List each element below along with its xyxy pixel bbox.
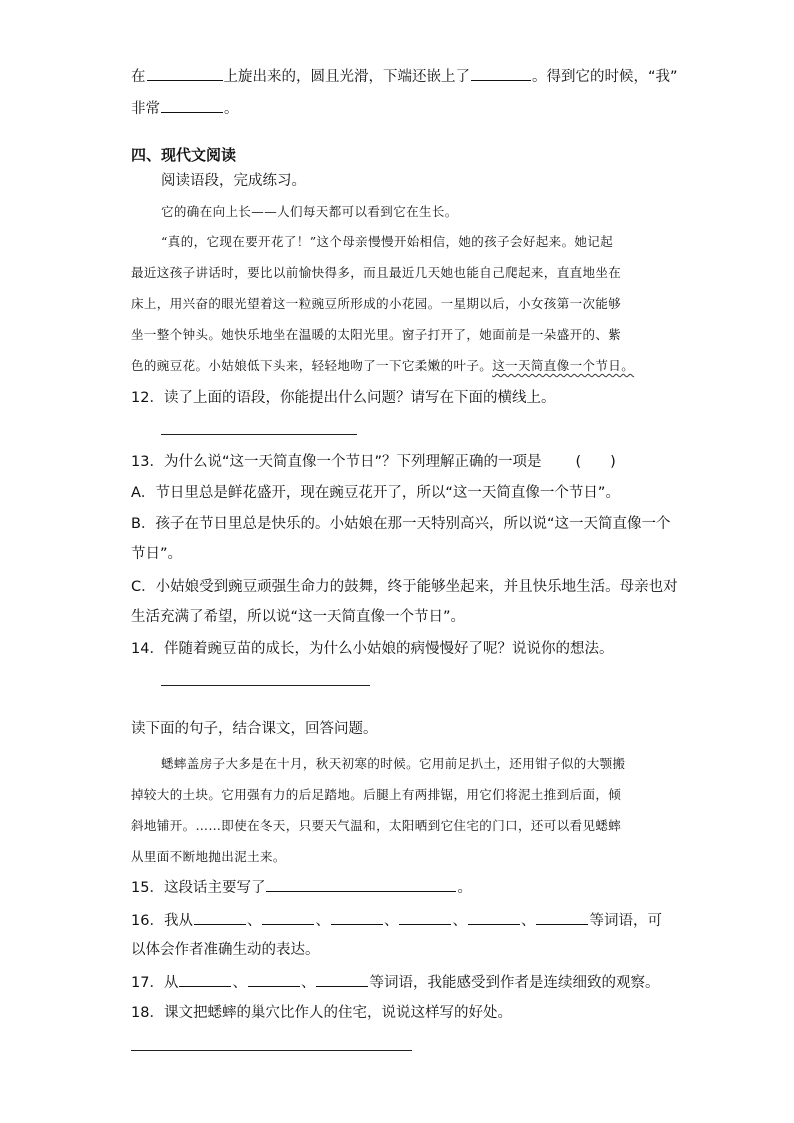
text-segment: 色的豌豆花。小姑娘低下头来，轻轻地吻了一下它柔嫩的叶子。 bbox=[131, 358, 493, 373]
passage2-line: 掉较大的土块。它用强有力的后足踏地。后腿上有两排锯，用它们将泥土推到后面，倾 bbox=[131, 787, 622, 802]
passage2-line: 斜地铺开。……即使在冬天，只要天气温和，太阳晒到它住宅的门口，还可以看见蟋蟀 bbox=[131, 818, 622, 833]
answer-parentheses[interactable]: ( ) bbox=[575, 454, 616, 470]
text-segment: 。得到它的时候，“我” bbox=[532, 69, 678, 85]
text-segment: 。 bbox=[457, 880, 472, 896]
question-18: 18．课文把蟋蟀的巢穴比作人的住宅，说说这样写的好处。 bbox=[131, 1005, 512, 1021]
option-a[interactable]: A．节日里总是鲜花盛开，现在豌豆花开了，所以“这一天简直像一个节日”。 bbox=[131, 485, 620, 501]
question-15 bbox=[131, 877, 472, 898]
option-c-cont[interactable]: 生活充满了希望，所以说“这一天简直像一个节日”。 bbox=[131, 609, 466, 625]
passage-line: 最近这孩子讲话时，要比以前愉快得多，而且最近几天她也能自己爬起来，直直地坐在 bbox=[131, 265, 622, 280]
answer-blank[interactable] bbox=[248, 972, 300, 987]
text-segment: 在 bbox=[131, 69, 146, 85]
answer-blank[interactable] bbox=[147, 66, 223, 81]
separator: 、 bbox=[232, 975, 247, 991]
reading-instruction-2: 读下面的句子，结合课文，回答问题。 bbox=[131, 721, 378, 737]
answer-blank[interactable] bbox=[262, 910, 314, 925]
question-16-cont: 以体会作者准确生动的表达。 bbox=[131, 942, 320, 958]
option-b-cont[interactable]: 节日”。 bbox=[131, 546, 183, 562]
text-segment: 非常 bbox=[131, 101, 160, 117]
passage-line-last bbox=[131, 356, 634, 376]
option-b[interactable]: B．孩子在节日里总是快乐的。小姑娘在那一天特别高兴，所以说“这一天简直像一个 bbox=[131, 516, 671, 532]
answer-line[interactable] bbox=[131, 1050, 412, 1051]
text-segment: 上旋出来的，圆且光滑，下端还嵌上了 bbox=[223, 69, 470, 85]
answer-blank[interactable] bbox=[331, 910, 383, 925]
answer-line[interactable] bbox=[161, 685, 370, 686]
text-segment: 等词语，我能感受到作者是连续细致的观察。 bbox=[369, 975, 660, 991]
text-segment: 等词语，可 bbox=[589, 913, 662, 929]
separator: 、 bbox=[452, 913, 467, 929]
question-stem: 17．从 bbox=[131, 975, 179, 991]
question-14: 14．伴随着豌豆苗的成长，为什么小姑娘的病慢慢好了呢？说说你的想法。 bbox=[131, 641, 614, 657]
question-stem: 13．为什么说“这一天简直像一个节日”？下列理解正确的一项是 bbox=[131, 454, 542, 470]
answer-blank[interactable] bbox=[468, 910, 520, 925]
passage-line: 它的确在向上长——人们每天都可以看到它在生长。 bbox=[161, 204, 458, 219]
passage-line: “真的，它现在要开花了！”这个母亲慢慢开始相信，她的孩子会好起来。她记起 bbox=[161, 234, 614, 249]
answer-blank[interactable] bbox=[266, 877, 456, 892]
separator: 、 bbox=[520, 913, 536, 929]
option-c[interactable]: C．小姑娘受到豌豆顽强生命力的鼓舞，终于能够坐起来，并且快乐地生活。母亲也对 bbox=[131, 579, 678, 595]
question-stem: 15．这段话主要写了 bbox=[131, 880, 266, 896]
wavy-underlined-sentence: 这一天简直像一个节日。 bbox=[492, 358, 635, 373]
fill-line-1 bbox=[131, 66, 678, 87]
question-12: 12．读了上面的语段，你能提出什么问题？请写在下面的横线上。 bbox=[131, 390, 556, 406]
question-stem: 16．我从 bbox=[131, 913, 193, 929]
separator: 、 bbox=[383, 913, 399, 929]
text-segment: 。 bbox=[224, 101, 239, 117]
separator: 、 bbox=[300, 975, 316, 991]
answer-blank[interactable] bbox=[399, 910, 451, 925]
question-13 bbox=[131, 452, 616, 472]
passage-line: 床上，用兴奋的眼光望着这一粒豌豆所形成的小花园。一星期以后，小女孩第一次能够 bbox=[131, 296, 622, 311]
answer-line[interactable] bbox=[161, 434, 357, 435]
answer-blank[interactable] bbox=[471, 66, 531, 81]
separator: 、 bbox=[246, 913, 262, 929]
answer-blank[interactable] bbox=[194, 910, 246, 925]
answer-blank[interactable] bbox=[316, 972, 368, 987]
answer-blank[interactable] bbox=[536, 910, 588, 925]
answer-blank[interactable] bbox=[179, 972, 231, 987]
separator: 、 bbox=[315, 913, 330, 929]
reading-instruction: 阅读语段，完成练习。 bbox=[161, 173, 306, 189]
passage2-line: 蟋蟀盖房子大多是在十月，秋天初寒的时候。它用前足扒土，还用钳子似的大颚搬 bbox=[161, 756, 626, 771]
passage-line: 坐一整个钟头。她快乐地坐在温暖的太阳光里。窗子打开了，她面前是一朵盛开的、紫 bbox=[131, 327, 622, 342]
question-17 bbox=[131, 972, 659, 993]
section-heading: 四、现代文阅读 bbox=[131, 146, 237, 164]
answer-blank[interactable] bbox=[161, 98, 223, 113]
passage2-line: 从里面不断地抛出泥土来。 bbox=[131, 849, 286, 864]
fill-line-2 bbox=[131, 98, 239, 119]
question-16 bbox=[131, 910, 662, 931]
